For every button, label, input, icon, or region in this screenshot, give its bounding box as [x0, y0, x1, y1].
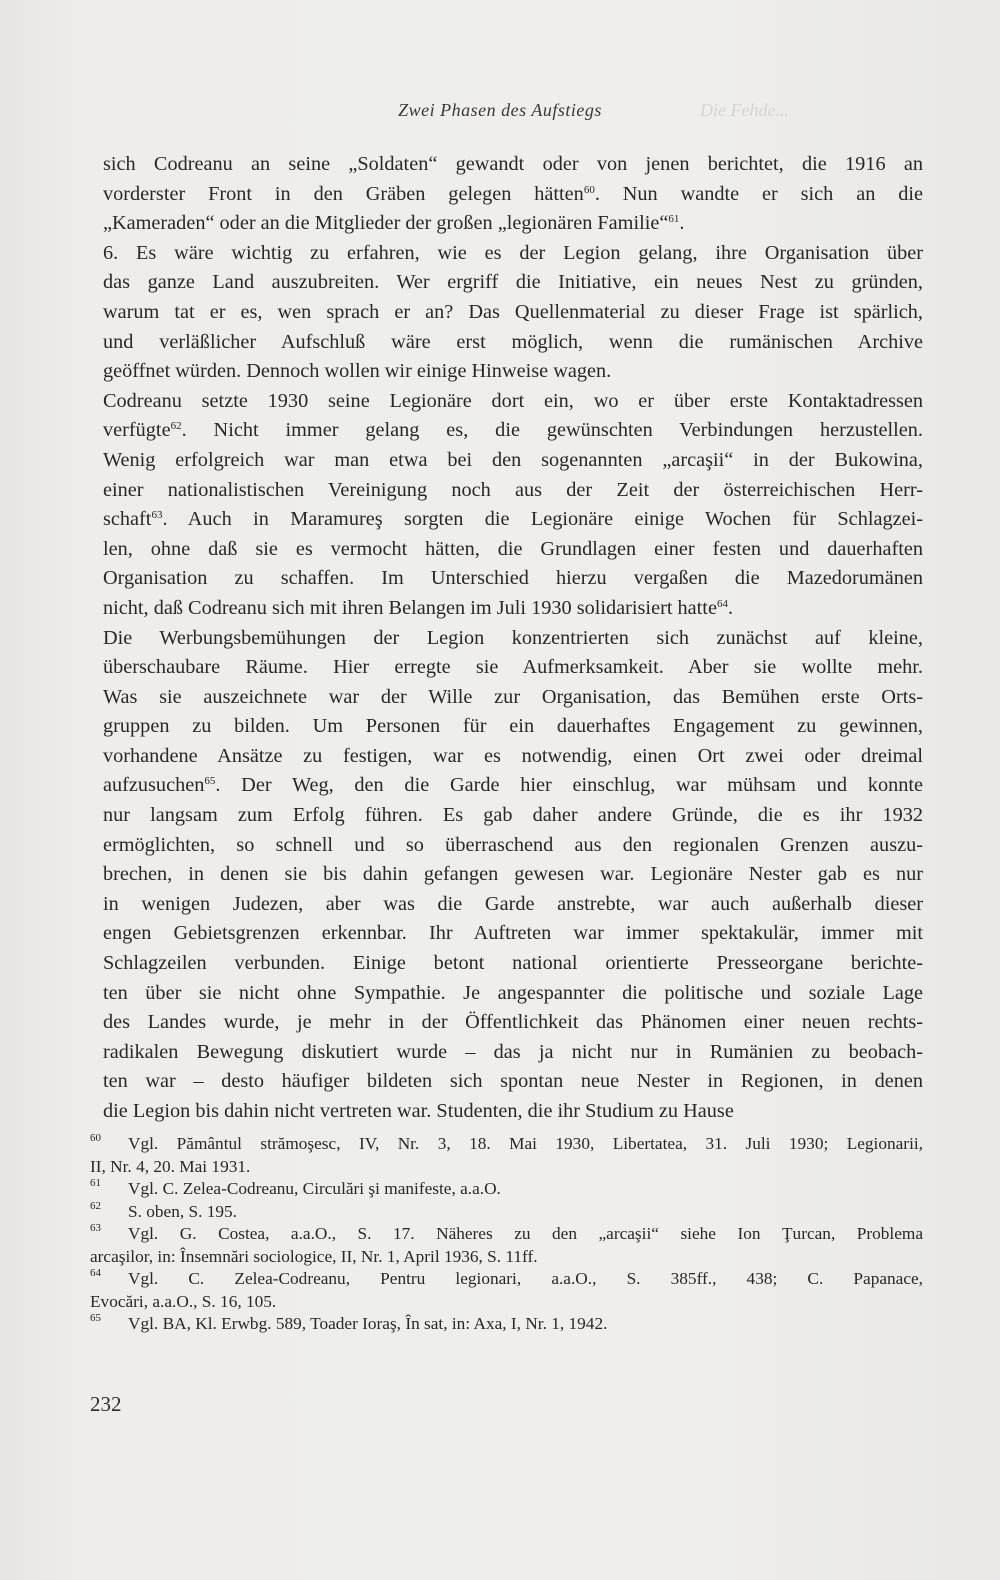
footnote-ref: 65 [204, 775, 216, 788]
footnote-number: 64 [90, 1267, 101, 1279]
footnote-ref: 60 [583, 183, 595, 196]
text-line: ten über sie nicht ohne Sympathie. Je angespannter die politische und soziale Lage [103, 981, 923, 1004]
text-line: aufzusuchen$^{65}$. Der Weg, den die Garde hier einschlug, war mühsam und konnte [103, 774, 923, 797]
footnote-text: Vgl. Pământul strămoşesc, IV, Nr. 3, 18. Mai 1930, Libertatea, 31. Juli 1930; Legionarii, [128, 1134, 923, 1153]
footnote [90, 1223, 923, 1268]
footnote-text: Vgl. C. Zelea-Codreanu, Circulări şi manifeste, a.a.O. [128, 1179, 501, 1198]
text-line: Codreanu setzte 1930 seine Legionäre dort ein, wo er über erste Kontaktadressen [103, 389, 923, 412]
text-line: und verläßlicher Aufschluß wäre erst möglich, wenn die rumänischen Archive [103, 330, 923, 353]
text-line: geöffnet würden. Dennoch wollen wir einige Hinweise wagen. [103, 360, 612, 383]
bleed-through-heading: Die Fehde... [700, 100, 789, 120]
footnote-text: Vgl. BA, Kl. Erwbg. 589, Toader Ioraş, În sat, in: Axa, I, Nr. 1, 1942. [128, 1314, 608, 1333]
footnote [90, 1178, 923, 1201]
text-line: Was sie auszeichnete war der Wille zur Organisation, das Bemühen erste Orts- [103, 685, 923, 708]
text-line: das ganze Land auszubreiten. Wer ergriff die Initiative, ein neues Nest zu gründen, [103, 271, 923, 294]
text-line: „Kameraden“ oder an die Mitglieder der großen „legionären Familie“$^{61}$. [103, 212, 685, 235]
text-line: len, ohne daß sie es vermocht hätten, die Grundlagen einer festen und dauerhaften [103, 537, 923, 560]
text-line: ermöglichten, so schnell und so überraschend aus den regionalen Grenzen auszu- [103, 833, 923, 856]
page-number: 232 [90, 1392, 122, 1416]
text-line: 6. Es wäre wichtig zu erfahren, wie es der Legion gelang, ihre Organisation über [103, 241, 923, 264]
footnote-number: 63 [90, 1222, 101, 1234]
footnote-continuation: II, Nr. 4, 20. Mai 1931. [90, 1156, 251, 1176]
footnote-number: 65 [90, 1312, 101, 1324]
text-line: engen Gebietsgrenzen erkennbar. Ihr Auftreten war immer spektakulär, immer mit [103, 922, 923, 945]
text-line: Organisation zu schaffen. Im Unterschied hierzu vergaßen die Mazedorumänen [103, 567, 923, 590]
footnote-number: 60 [90, 1132, 101, 1144]
text-line: ten war – desto häufiger bildeten sich spontan neue Nester in Regionen, in denen [103, 1070, 923, 1093]
footnote-number: 61 [90, 1177, 101, 1189]
footnote-text: Vgl. G. Costea, a.a.O., S. 17. Näheres zu den „arcaşii“ siehe Ion Ţurcan, Problema [128, 1224, 923, 1243]
running-head: Zwei Phasen des Aufstiegs [398, 100, 602, 120]
body-text [103, 150, 923, 1127]
footnote-text: S. oben, S. 195. [128, 1201, 237, 1221]
text-line: Schlagzeilen verbunden. Einige betont national orientierte Presseorgane berichte- [103, 952, 923, 975]
footnotes [90, 1133, 923, 1336]
text-line: des Landes wurde, je mehr in der Öffentlichkeit das Phänomen einer neuen rechts- [103, 1011, 923, 1034]
text-line: brechen, in denen sie bis dahin gefangen gewesen war. Legionäre Nester gab es nur [103, 863, 923, 886]
footnote [90, 1268, 923, 1313]
footnote [90, 1313, 923, 1336]
footnote-ref: 64 [716, 597, 728, 610]
footnote-continuation: Evocări, a.a.O., S. 16, 105. [90, 1291, 277, 1311]
text-line: sich Codreanu an seine „Soldaten“ gewandt oder von jenen berichtet, die 1916 an [103, 153, 923, 175]
text-line: Die Werbungsbemühungen der Legion konzentrierten sich zunächst auf kleine, [103, 626, 923, 649]
text-line: in wenigen Judezen, aber was die Garde anstrebte, war auch außerhalb dieser [103, 892, 923, 915]
footnote-ref: 61 [668, 213, 680, 226]
text-line: schaft$^{63}$. Auch in Maramureş sorgten die Legionäre einige Wochen für Schlagzei- [103, 508, 923, 531]
text-line: verfügte$^{62}$. Nicht immer gelang es, die gewünschten Verbindungen herzustellen. [103, 419, 923, 442]
footnote [90, 1133, 923, 1178]
text-line: radikalen Bewegung diskutiert wurde – das ja nicht nur in Rumänien zu beobach- [103, 1040, 923, 1063]
text-line: nur langsam zum Erfolg führen. Es gab daher andere Gründe, die es ihr 1932 [103, 804, 923, 827]
text-line: vorhandene Ansätze zu festigen, war es notwendig, einen Ort zwei oder dreimal [103, 744, 923, 767]
footnote-text: Vgl. C. Zelea-Codreanu, Pentru legionari, a.a.O., S. 385ff., 438; C. Papanace, [128, 1269, 923, 1288]
footnote-continuation: arcaşilor, in: Însemnări sociologice, II, Nr. 1, April 1936, S. 11ff. [90, 1246, 538, 1266]
footnote-ref: 62 [170, 420, 182, 433]
text-line: die Legion bis dahin nicht vertreten war. Studenten, die ihr Studium zu Hause [103, 1100, 734, 1122]
text-line: einer nationalistischen Vereinigung noch aus der Zeit der österreichischen Herr- [103, 478, 923, 501]
footnote-ref: 63 [151, 509, 163, 522]
text-line: Wenig erfolgreich war man etwa bei den sogenannten „arcaşii“ in der Bukowina, [103, 448, 923, 471]
text-line: vorderster Front in den Gräben gelegen hätten$^{60}$. Nun wandte er sich an die [103, 182, 923, 205]
text-line: überschaubare Räume. Hier erregte sie Aufmerksamkeit. Aber sie wollte mehr. [103, 656, 923, 679]
text-line: warum tat er es, wen sprach er an? Das Quellenmaterial zu dieser Frage ist spärlich, [103, 300, 923, 323]
text-line: gruppen zu bilden. Um Personen für ein dauerhaftes Engagement zu gewinnen, [103, 715, 923, 738]
footnote [90, 1201, 923, 1224]
footnote-number: 62 [90, 1199, 101, 1212]
text-line: nicht, daß Codreanu sich mit ihren Belangen im Juli 1930 solidarisiert hatte$^{64}$. [103, 596, 734, 619]
